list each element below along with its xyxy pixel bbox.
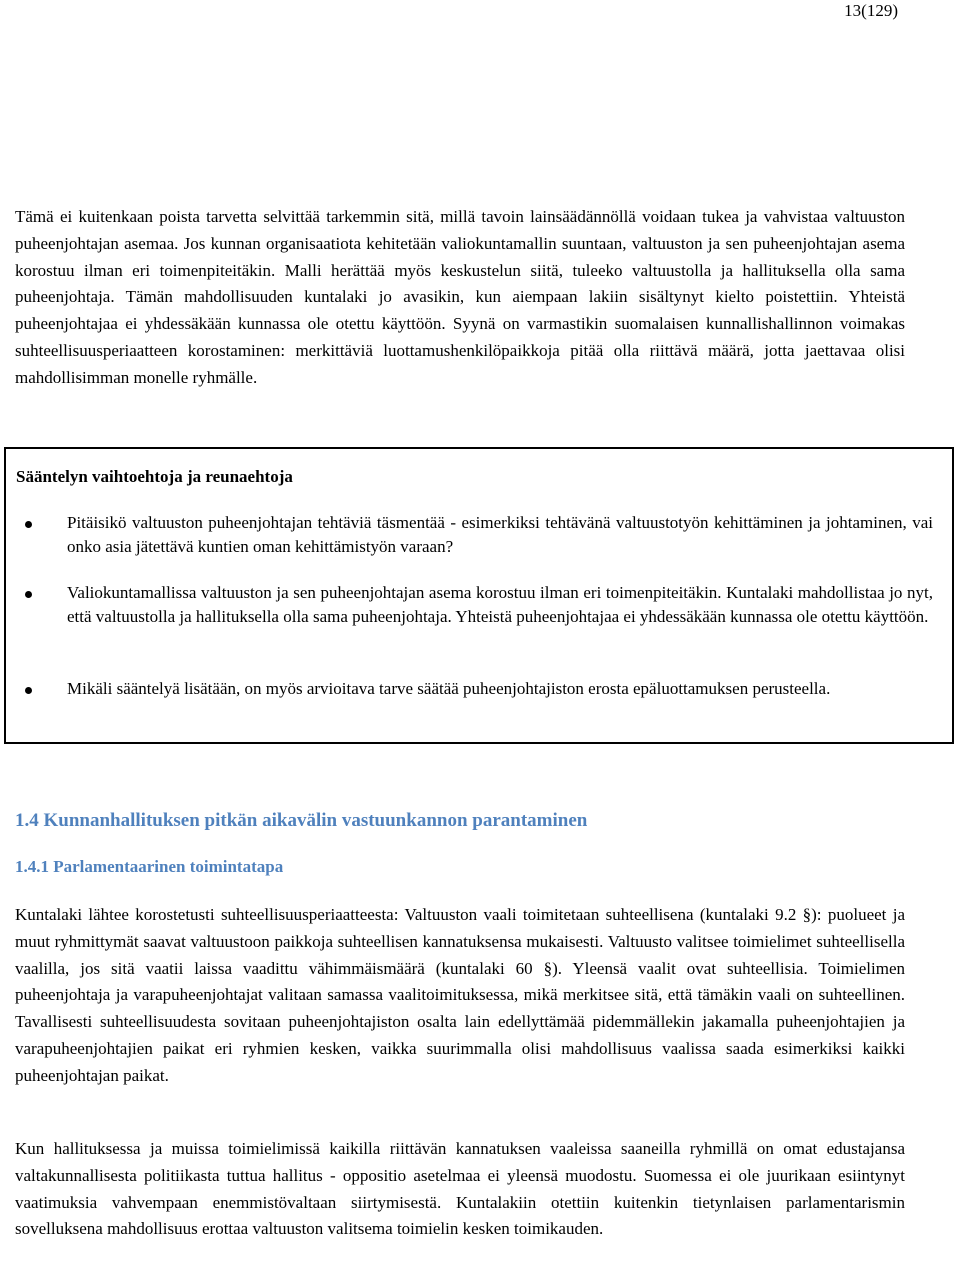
body-paragraph: Kun hallituksessa ja muissa toimielimissä kaikilla riittävän kannatuksen vaaleissa saaneilla ryhmillä on omat edustajansa valtakunnallisesta politiikasta tuttua hallitus - oppositio asetelmaa ei yleensä muodostu. Suomessa ei ole juurikaan esiintynyt vaatimuksia vahvempaan enemmistövaltaan siirtymisestä. Kuntalakiin otettiin kuitenkin tietynlaisen parlamentarismin sovelluksena mahdollisuus erottaa valtuuston valitsema toimielin kesken toimikauden. <box>15 1139 905 1239</box>
bullet-text: Pitäisikö valtuuston puheenjohtajan tehtäviä täsmentää - esimerkiksi tehtävänä valtuustotyön kehittäminen ja johtaminen, vai onko asia jätettävä kuntien oman kehittämistyön varaan? <box>67 513 933 556</box>
page-number: 13(129) <box>844 1 898 20</box>
bullet-icon <box>25 521 32 528</box>
intro-paragraph: Tämä ei kuitenkaan poista tarvetta selvittää tarkemmin sitä, millä tavoin lainsäädännöllä voidaan tukea ja vahvistaa valtuuston puheenjohtajan asemaa. Jos kunnan organisaatiota kehitetään valiokuntamallin suuntaan, valtuuston ja sen puheenjohtajan asema korostuu ilman eri toimenpiteitäkin. Malli herättää myös keskustelun siitä, tuleeko valtuustolla ja hallituksella olla sama puheenjohtaja. Tämän mahdollisuuden kuntalaki jo avasikin, kun aiempaan lakiin sisältynyt kielto poistettiin. Yhteistä puheenjohtajaa ei yhdessäkään kunnassa ole otettu käyttöön. Syynä on varmastikin suomalaisen kunnallishallinnon voimakas suhteellisuusperiaatteen korostaminen: merkittäviä luottamushenkilöpaikkoja pitää olla riittävä määrä, jotta jaettavaa olisi mahdollisimman monelle ryhmälle. <box>15 207 905 387</box>
section-heading: 1.4 Kunnanhallituksen pitkän aikavälin vastuunkannon parantaminen <box>15 810 588 831</box>
box-heading: Sääntelyn vaihtoehtoja ja reunaehtoja <box>16 467 293 486</box>
body-paragraph: Kuntalaki lähtee korostetusti suhteellisuusperiaatteesta: Valtuuston vaali toimitetaan suhteellisena (kuntalaki 9.2 §): puolueet ja muut ryhmittymät saavat valtuustoon paikkoja suhteellisen kannatuksensa mukaisesti. Valtuusto valitsee toimielimet suhteellisella vaalilla, jos sitä vaatii laissa vaadittu vähimmäismäärä (kuntalaki 60 §). Yleensä vaalit ovat suhteellisia. Toimielimen puheenjohtaja ja varapuheenjohtajat valitaan samassa vaalitoimituksessa, mikä merkitsee sitä, että tämäkin vaali on suhteellinen. Tavallisesti suhteellisuudesta sovitaan puheenjohtajiston osalta lain edellyttämää pidemmällekin jakamalla puheenjohtajien ja varapuheenjohtajien paikat eri ryhmien kesken, vaikka suurimmalla olisi mahdollisuus vaalissa saada esimerkiksi kaikki puheenjohtajan paikat. <box>15 905 905 1085</box>
bullet-text: Mikäli sääntelyä lisätään, on myös arvioitava tarve säätää puheenjohtajiston erosta epäluottamuksen perusteella. <box>67 679 831 698</box>
subsection-heading: 1.4.1 Parlamentaarinen toimintatapa <box>15 857 284 876</box>
bullet-icon <box>25 687 32 694</box>
regulation-options-box <box>4 447 954 744</box>
bullet-icon <box>25 591 32 598</box>
bullet-text: Valiokuntamallissa valtuuston ja sen puheenjohtajan asema korostuu ilman eri toimenpiteitäkin. Kuntalaki mahdollistaa jo nyt, että valtuustolla ja hallituksella olla sama puheenjohtaja. Yhteistä puheenjohtajaa ei yhdessäkään kunnassa ole otettu käyttöön. <box>67 583 933 626</box>
